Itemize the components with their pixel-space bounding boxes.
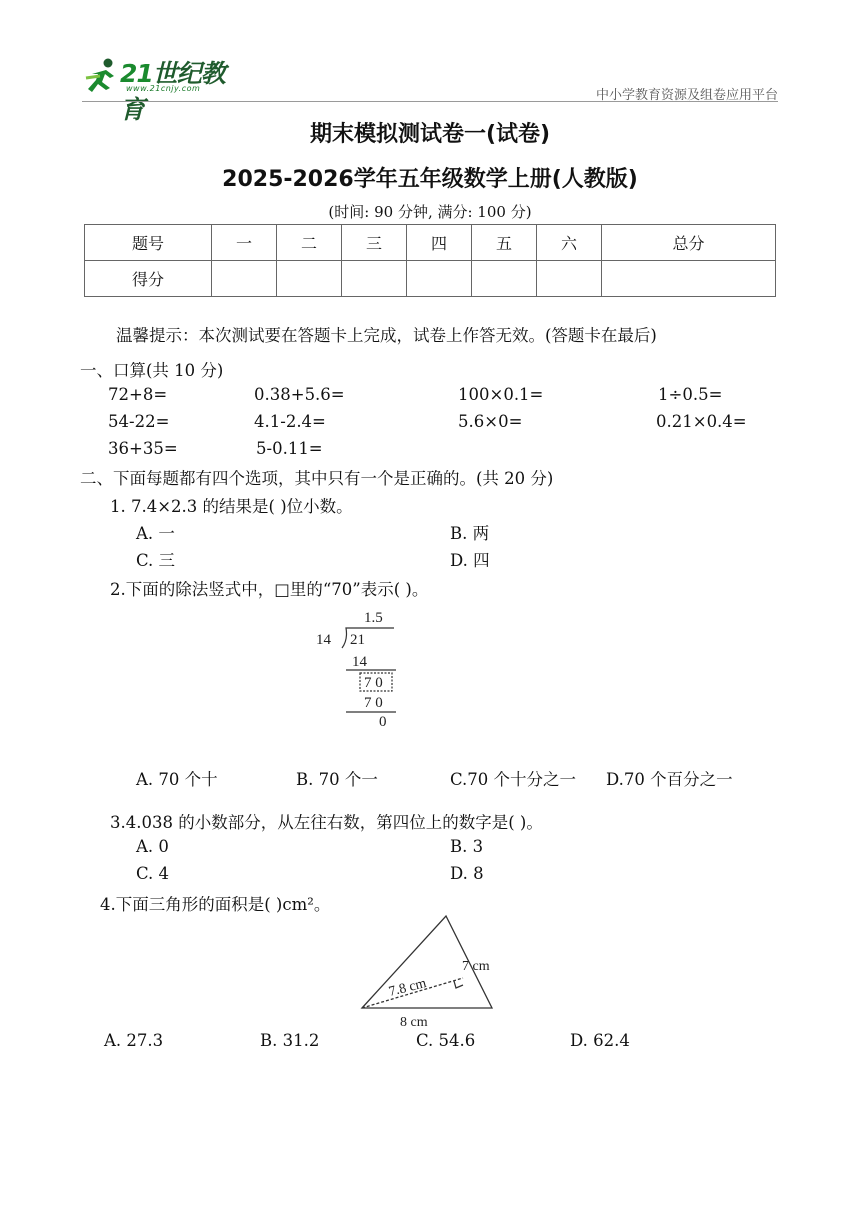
q2-option-d: D.70 个百分之一 bbox=[606, 770, 733, 789]
q2-option-c: C.70 个十分之一 bbox=[450, 770, 577, 789]
exam-subtitle: 2025-2026学年五年级数学上册(人教版) bbox=[222, 167, 638, 192]
calc-item: 54-22= bbox=[108, 412, 170, 431]
row-label: 得分 bbox=[85, 261, 212, 297]
logo-name: 世纪教育 bbox=[120, 59, 225, 124]
calc-item: 5.6×0= bbox=[458, 412, 523, 431]
base-label: 8 cm bbox=[400, 1015, 428, 1030]
question-4-stem: 4.下面三角形的面积是( )cm²。 bbox=[100, 895, 331, 914]
tip-text: 温馨提示：本次测试要在答题卡上完成，试卷上作答无效。(答题卡在最后) bbox=[116, 326, 657, 345]
calc-item: 0.38+5.6= bbox=[254, 385, 345, 404]
table-header-cell: 总分 bbox=[602, 225, 776, 261]
q2-option-a: A. 70 个十 bbox=[136, 770, 218, 789]
question-2-stem: 2.下面的除法竖式中，□里的“70”表示( )。 bbox=[110, 580, 429, 599]
table-header-cell: 六 bbox=[537, 225, 602, 261]
score-cell bbox=[342, 261, 407, 297]
score-cell bbox=[472, 261, 537, 297]
score-table-score-row bbox=[85, 261, 776, 297]
calc-item: 5-0.11= bbox=[256, 439, 323, 458]
division-quotient: 1.5 bbox=[364, 610, 383, 626]
platform-label: 中小学教育资源及组卷应用平台 bbox=[595, 88, 778, 103]
score-table bbox=[84, 224, 776, 297]
q1-option-a: A. 一 bbox=[136, 524, 175, 543]
logo-url: www.21cnjy.com bbox=[126, 84, 201, 93]
long-division-figure bbox=[312, 606, 412, 736]
q4-option-a: A. 27.3 bbox=[104, 1031, 164, 1050]
score-cell bbox=[537, 261, 602, 297]
table-header-cell: 五 bbox=[472, 225, 537, 261]
q3-option-d: D. 8 bbox=[450, 864, 484, 883]
score-cell bbox=[407, 261, 472, 297]
table-header-cell: 二 bbox=[277, 225, 342, 261]
triangle-figure bbox=[356, 892, 516, 1032]
division-dividend: 21 bbox=[350, 632, 365, 648]
division-step1: 14 bbox=[352, 654, 367, 670]
logo bbox=[84, 56, 244, 124]
height-label: 7.8 cm bbox=[387, 976, 428, 1000]
calc-item: 4.1-2.4= bbox=[254, 412, 326, 431]
table-header-cell: 四 bbox=[407, 225, 472, 261]
header-divider bbox=[82, 101, 778, 102]
q3-option-a: A. 0 bbox=[136, 837, 169, 856]
calc-item: 36+35= bbox=[108, 439, 178, 458]
q3-option-b: B. 3 bbox=[450, 837, 484, 856]
score-cell bbox=[602, 261, 776, 297]
table-header-cell: 一 bbox=[212, 225, 277, 261]
score-table-header-row bbox=[85, 225, 776, 261]
q2-option-b: B. 70 个一 bbox=[296, 770, 378, 789]
q1-option-c: C. 三 bbox=[136, 551, 176, 570]
division-remainder: 0 bbox=[379, 714, 387, 730]
runner-icon bbox=[84, 56, 124, 96]
calc-item: 100×0.1= bbox=[458, 385, 544, 404]
q4-option-d: D. 62.4 bbox=[570, 1031, 630, 1050]
table-header-cell: 三 bbox=[342, 225, 407, 261]
q3-option-c: C. 4 bbox=[136, 864, 170, 883]
calc-item: 72+8= bbox=[108, 385, 168, 404]
calc-item: 0.21×0.4= bbox=[656, 412, 747, 431]
score-cell bbox=[212, 261, 277, 297]
score-cell bbox=[277, 261, 342, 297]
question-3-stem: 3.4.038 的小数部分，从左往右数，第四位上的数字是( )。 bbox=[110, 813, 543, 832]
side-label: 7 cm bbox=[462, 959, 490, 974]
logo-number: 21 bbox=[120, 59, 153, 88]
section2-heading: 二、下面每题都有四个选项，其中只有一个是正确的。(共 20 分) bbox=[80, 469, 554, 488]
right-angle-mark bbox=[454, 981, 463, 988]
division-divisor: 14 bbox=[316, 632, 331, 648]
exam-title: 期末模拟测试卷一(试卷) bbox=[309, 122, 551, 147]
division-boxed-number: 7 0 bbox=[364, 675, 383, 691]
q1-option-d: D. 四 bbox=[450, 551, 490, 570]
q4-option-b: B. 31.2 bbox=[260, 1031, 320, 1050]
question-1-stem: 1. 7.4×2.3 的结果是( )位小数。 bbox=[110, 497, 353, 516]
calc-item: 1÷0.5= bbox=[658, 385, 723, 404]
exam-info: (时间: 90 分钟, 满分: 100 分) bbox=[328, 203, 532, 221]
q1-option-b: B. 两 bbox=[450, 524, 490, 543]
section1-heading: 一、口算(共 10 分) bbox=[80, 361, 224, 380]
division-step2: 7 0 bbox=[364, 695, 383, 711]
q4-option-c: C. 54.6 bbox=[416, 1031, 476, 1050]
table-header-cell: 题号 bbox=[85, 225, 212, 261]
